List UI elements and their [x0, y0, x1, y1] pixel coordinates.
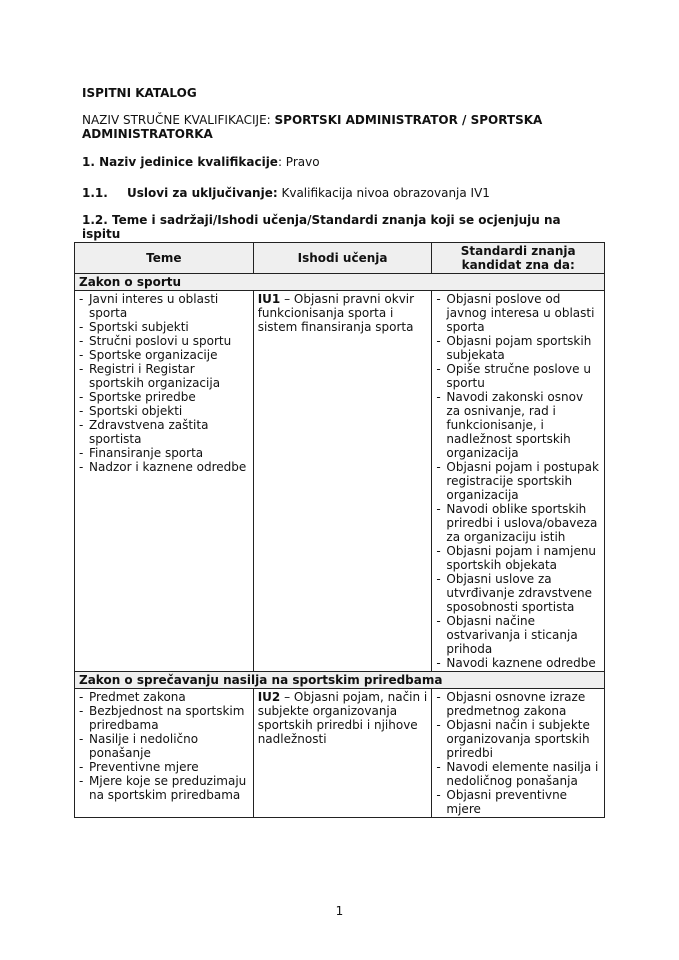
section-title: Zakon o sprečavanju nasilja na sportskim priredbama	[75, 672, 605, 689]
section-row	[75, 672, 605, 689]
outcome-cell	[253, 291, 432, 672]
qualification-label: NAZIV STRUČNE KVALIFIKACIJE:	[82, 113, 275, 127]
list-item: - Nasilje i nedolično ponašanje	[79, 732, 249, 760]
outcome-cell	[253, 689, 432, 818]
topics-cell	[75, 291, 254, 672]
list-item: - Bezbjednost na sportskim priredbama	[79, 704, 249, 732]
table-header-row	[75, 243, 605, 274]
conditions-label: Uslovi za uključivanje:	[127, 186, 278, 200]
list-item: - Preventivne mjere	[79, 760, 249, 774]
list-item: - Objasni pojam sportskih subjekata	[436, 334, 600, 362]
list-item: - Navodi oblike sportskih priredbi i uslova/obaveza za organizaciju istih	[436, 502, 600, 544]
list-item: - Finansiranje sporta	[79, 446, 249, 460]
list-item: - Sportske organizacije	[79, 348, 249, 362]
list-item: - Mjere koje se preduzimaju na sportskim priredbama	[79, 774, 249, 802]
column-header-teme: Teme	[75, 243, 254, 274]
outcome-text: – Objasni pravni okvir funkcionisanja sporta i sistem finansiranja sporta	[257, 292, 415, 334]
topics-cell	[75, 689, 254, 818]
topics-heading: 1.2. Teme i sadržaji/Ishodi učenja/Standardi znanja koji se ocjenjuju na ispitu	[82, 213, 561, 241]
list-item: - Sportske priredbe	[79, 390, 249, 404]
conditions	[127, 186, 490, 200]
column-header-standardi: Standardi znanja kandidat zna da:	[432, 243, 605, 274]
list-item: - Objasni poslove od javnog interesa u oblasti sporta	[436, 292, 600, 334]
list-item: - Sportski subjekti	[79, 320, 249, 334]
list-item: - Nadzor i kaznene odredbe	[79, 460, 249, 474]
unit-value: : Pravo	[277, 155, 320, 169]
conditions-number: 1.1.	[82, 186, 108, 200]
list-item: - Objasni načine ostvarivanja i sticanja prihoda	[436, 614, 600, 656]
list-item: - Navodi kaznene odredbe	[436, 656, 600, 670]
list-item: - Stručni poslovi u sportu	[79, 334, 249, 348]
qualification-name	[82, 113, 602, 141]
list-item: - Zdravstvena zaštita sportista	[79, 418, 249, 446]
table-row	[75, 689, 605, 818]
list-item: - Registri i Registar sportskih organizacija	[79, 362, 249, 390]
standards-cell	[432, 689, 605, 818]
document-title: ISPITNI KATALOG	[82, 86, 197, 100]
qualification-value: SPORTSKI ADMINISTRATOR / SPORTSKA ADMINISTRATORKA	[82, 113, 543, 141]
unit-label: 1. Naziv jedinice kvalifikacije	[82, 155, 278, 169]
list-item: - Objasni pojam i namjenu sportskih objekata	[436, 544, 600, 572]
list-item: - Objasni osnovne izraze predmetnog zakona	[436, 690, 600, 718]
list-item: - Sportski objekti	[79, 404, 249, 418]
outcome-code: IU1	[257, 292, 281, 306]
outcome-code: IU2	[257, 690, 281, 704]
list-item: - Predmet zakona	[79, 690, 249, 704]
list-item: - Navodi zakonski osnov za osnivanje, rad i funkcionisanje, i nadležnost sportskih organizacija	[436, 390, 600, 460]
exam-table	[74, 242, 605, 818]
list-item: - Objasni pojam i postupak registracije sportskih organizacija	[436, 460, 600, 502]
list-item: - Objasni način i subjekte organizovanja sportskih priredbi	[436, 718, 600, 760]
list-item: - Javni interes u oblasti sporta	[79, 292, 249, 320]
list-item: - Opiše stručne poslove u sportu	[436, 362, 600, 390]
outcome-text: – Objasni pojam, način i subjekte organizovanja sportskih priredbi i njihove nadležnosti	[257, 690, 428, 746]
list-item: - Objasni preventivne mjere	[436, 788, 600, 816]
unit-name	[82, 155, 320, 169]
section-title: Zakon o sportu	[75, 274, 605, 291]
standards-cell	[432, 291, 605, 672]
section-row	[75, 274, 605, 291]
conditions-value: Kvalifikacija nivoa obrazovanja IV1	[277, 186, 490, 200]
list-item: - Navodi elemente nasilja i nedoličnog ponašanja	[436, 760, 600, 788]
list-item: - Objasni uslove za utvrđivanje zdravstvene sposobnosti sportista	[436, 572, 600, 614]
table-row	[75, 291, 605, 672]
column-header-ishodi: Ishodi učenja	[253, 243, 432, 274]
page-number: 1	[335, 904, 344, 918]
